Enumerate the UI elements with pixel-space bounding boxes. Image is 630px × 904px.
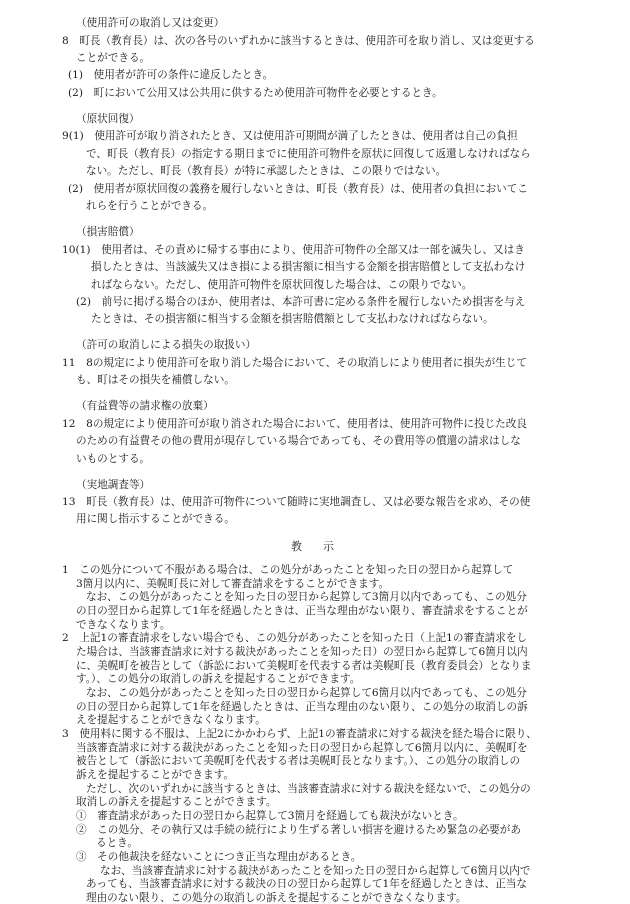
- clause-11-line: も、町はその損失を補償しない。: [76, 374, 235, 386]
- clause-10-heading: （損害賠償）: [76, 226, 140, 238]
- kyoji-title: 教 示: [291, 540, 339, 553]
- clause-8-heading: （使用許可の取消し又は変更）: [76, 17, 225, 29]
- clause-8-item-2: (2) 町において公用又は公共用に供するため使用許可物件を必要とするとき。: [68, 87, 443, 99]
- kyoji-line: えを提起することができなくなります。: [76, 714, 266, 727]
- kyoji-line: できなくなります。: [76, 618, 171, 631]
- kyoji-line: なお、当該審査請求に対する裁決があったことを知った日の翌日から起算して6箇月以内で: [100, 864, 531, 877]
- clause-10-line: 損したときは、当該滅失又はき損による損害額に相当する金額を損害賠償として支払わなけ: [91, 261, 526, 273]
- kyoji-line: す。）、この処分の取消しの訴えを提起することができます。: [76, 673, 361, 686]
- kyoji-line: 理由のない限り、この処分の取消しの訴えを提起することができなくなります。: [86, 892, 467, 904]
- kyoji-line: ③ その他裁決を経ないことにつき正当な理由があるとき。: [76, 851, 362, 863]
- clause-9-line: れらを行うことができる。: [86, 200, 214, 212]
- clause-10-line: たときは、その損害額に相当する金額を損害賠償額として支払わなければならない。: [91, 313, 494, 325]
- clause-10-item-2: (2) 前号に掲げる場合のほか、使用者は、本許可書に定める条件を履行しないため損害を与え: [76, 296, 526, 308]
- kyoji-line: ただし、次のいずれかに該当するときは、当該審査請求に対する裁決を経ないで、この処分の: [86, 782, 531, 795]
- kyoji-line: ② この処分、その執行又は手続の続行により生ずる著しい損害を避けるため緊急の必要があ: [76, 823, 521, 836]
- clause-12-heading: （有益費等の請求権の放棄）: [76, 400, 214, 412]
- clause-12-line: 12 8の規定により使用許可が取り消された場合において、使用者は、使用許可物件に投じた改良: [62, 418, 527, 430]
- kyoji-line: なお、この処分があったことを知った日の翌日から起算して6箇月以内であっても、この処分: [86, 687, 527, 699]
- kyoji-line: 被告として（訴訟において美幌町を代表する者は美幌町長となります。）、この処分の取消しの: [76, 755, 521, 768]
- clause-12-line: のための有益費その他の費用が現存している場合であっても、その費用等の償還の請求はしな: [76, 435, 521, 447]
- kyoji-line: に、美幌町を被告として（訴訟において美幌町を代表する者は美幌町長（教育委員会）となりま: [76, 659, 532, 672]
- clause-11-heading: （許可の取消しによる損失の取扱い）: [76, 339, 257, 351]
- kyoji-line: ① 審査請求があった日の翌日から起算して3箇月を経過しても裁決がないとき。: [76, 810, 464, 822]
- kyoji-line: 2 上記1の審査請求をしない場合でも、この処分があったことを知った日（上記1の審査請求をし: [62, 632, 528, 645]
- kyoji-line: なお、この処分があったことを知った日の翌日から起算して3箇月以内であっても、この処分: [86, 591, 527, 604]
- clause-8-line: ことができる。: [76, 52, 151, 64]
- kyoji-line: 当該審査請求に対する裁決があったことを知った日の翌日から起算して6箇月以内に、美幌町を: [76, 741, 528, 754]
- clause-9-item-1: 9(1) 使用許可が取り消されたとき、又は使用許可期間が満了したときは、使用者は自己の負担: [62, 130, 518, 142]
- clause-12-line: いものとする。: [76, 453, 151, 465]
- kyoji-line: 3 使用料に関する不服は、上記2にかかわらず、上記1の審査請求に対する裁決を経た場合に限り、: [62, 728, 537, 740]
- kyoji-line: あっても、当該審査請求に対する裁決の日の翌日から起算して1年を経過したときは、正当な: [86, 878, 527, 891]
- clause-9-heading: （原状回復）: [76, 113, 140, 125]
- kyoji-line: 取消しの訴えを提起することができます。: [76, 796, 277, 809]
- clause-10-item-1: 10(1) 使用者は、その責めに帰する事由により、使用許可物件の全部又は一部を滅失し、又はき: [62, 244, 525, 256]
- clause-8-line: 8 町長（教育長）は、次の各号のいずれかに該当するときは、使用許可を取り消し、又は変更する: [62, 35, 535, 47]
- clause-13-line: 13 町長（教育長）は、使用許可物件について随時に実地調査し、又は必要な報告を求め、その使: [62, 496, 531, 508]
- kyoji-line: 1 この処分について不服がある場合は、この処分があったことを知った日の翌日から起算して: [62, 564, 514, 576]
- kyoji-line: 3箇月以内に、美幌町長に対して審査請求をすることができます。: [76, 577, 390, 590]
- kyoji-line: 訴えを提起することができます。: [76, 769, 235, 781]
- kyoji-line: るとき。: [96, 837, 138, 850]
- clause-13-line: 用に関し指示することができる。: [76, 513, 235, 525]
- clause-8-item-1: (1) 使用者が許可の条件に違反したとき。: [68, 69, 274, 81]
- kyoji-line: の日の翌日から起算して1年を経過したときは、正当な理由がない限り、審査請求をすることが: [76, 605, 528, 617]
- clause-9-line: ない。ただし、町長（教育長）が特に承認したときは、この限りではない。: [86, 165, 447, 177]
- clause-11-line: 11 8の規定により使用許可を取り消した場合において、その取消しにより使用者に損失が生じて: [62, 357, 527, 369]
- clause-13-heading: （実地調査等）: [76, 479, 151, 491]
- clause-9-line: で、町長（教育長）の指定する期日までに使用許可物件を原状に回復して返還しなければなら: [86, 148, 531, 160]
- kyoji-line: の日の翌日から起算して1年を経過したときは、正当な理由のない限り、この処分の取消しの訴: [76, 700, 528, 713]
- clause-9-item-2: (2) 使用者が原状回復の義務を履行しないときは、町長（教育長）は、使用者の負担においてこ: [68, 183, 528, 195]
- kyoji-line: た場合は、当該審査請求に対する裁決があったことを知った日）の翌日から起算して6箇月以内: [76, 646, 528, 658]
- clause-10-line: ればならない。ただし、使用許可物件を原状回復した場合は、この限りでない。: [91, 279, 473, 291]
